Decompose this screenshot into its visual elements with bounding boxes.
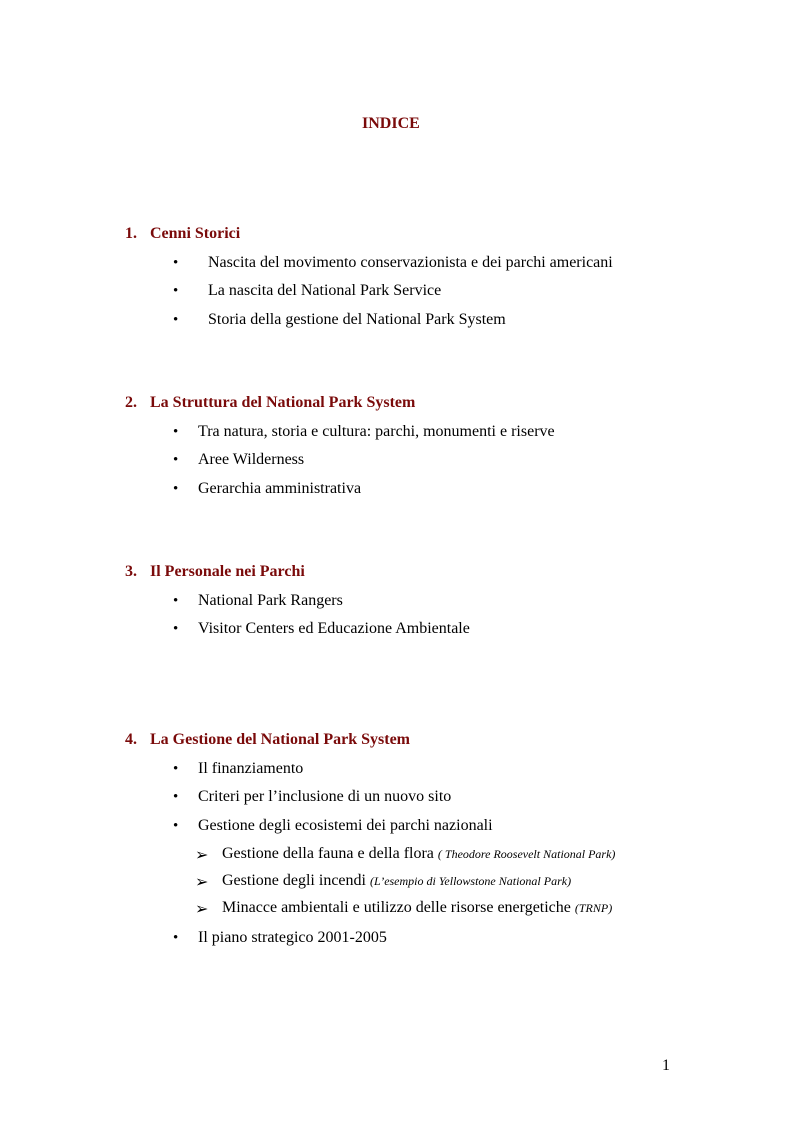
section-4-item-2: Criteri per l’inclusione di un nuovo sito <box>198 788 452 805</box>
section-1-number: 1. <box>125 225 137 242</box>
bullet-icon: • <box>173 452 179 468</box>
section-4-item-3: Gestione degli ecosistemi dei parchi nazionali <box>198 817 493 834</box>
bullet-icon: • <box>173 930 179 946</box>
section-3-number: 3. <box>125 563 137 580</box>
subitem-2 <box>222 872 571 890</box>
subitem-1 <box>222 845 615 863</box>
bullet-icon: • <box>173 761 179 777</box>
bullet-icon: • <box>173 481 179 497</box>
subitem-2-text: Gestione degli incendi <box>222 872 366 889</box>
section-3-item-2: Visitor Centers ed Educazione Ambientale <box>198 620 470 637</box>
subitem-1-text: Gestione della fauna e della flora <box>222 845 434 862</box>
arrow-bullet-icon: ➢ <box>195 847 209 864</box>
section-2-item-2: Aree Wilderness <box>198 451 305 468</box>
bullet-icon: • <box>173 255 179 271</box>
bullet-icon: • <box>173 789 179 805</box>
arrow-bullet-icon: ➢ <box>195 874 209 891</box>
section-3-heading: Il Personale nei Parchi <box>150 563 305 580</box>
subitem-3 <box>222 899 612 917</box>
bullet-icon: • <box>173 312 179 328</box>
page-title: INDICE <box>362 115 420 132</box>
bullet-icon: • <box>173 593 179 609</box>
bullet-icon: • <box>173 621 179 637</box>
section-4-item-4: Il piano strategico 2001-2005 <box>198 929 387 946</box>
section-2-number: 2. <box>125 394 137 411</box>
section-1-item-1: Nascita del movimento conservazionista e dei parchi americani <box>208 254 613 271</box>
section-2-item-3: Gerarchia amministrativa <box>198 480 362 497</box>
subitem-1-note: ( Theodore Roosevelt National Park) <box>437 847 616 861</box>
section-3-item-1: National Park Rangers <box>198 592 343 609</box>
subitem-3-text: Minacce ambientali e utilizzo delle risorse energetiche <box>222 899 571 916</box>
bullet-icon: • <box>173 818 179 834</box>
section-1-heading: Cenni Storici <box>150 225 241 242</box>
bullet-icon: • <box>173 424 179 440</box>
section-4-heading: La Gestione del National Park System <box>150 731 410 748</box>
arrow-bullet-icon: ➢ <box>195 901 209 918</box>
page-number: 1 <box>662 1057 670 1074</box>
subitem-3-note: (TRNP) <box>574 901 613 915</box>
section-2-heading: La Struttura del National Park System <box>150 394 416 411</box>
section-4-item-1: Il finanziamento <box>198 760 304 777</box>
subitem-2-note: (L’esempio di Yellowstone National Park) <box>369 874 572 888</box>
section-1-item-2: La nascita del National Park Service <box>208 282 442 299</box>
bullet-icon: • <box>173 283 179 299</box>
section-1-item-3: Storia della gestione del National Park System <box>208 311 506 328</box>
section-2-item-1: Tra natura, storia e cultura: parchi, monumenti e riserve <box>198 423 555 440</box>
section-4-number: 4. <box>125 731 137 748</box>
